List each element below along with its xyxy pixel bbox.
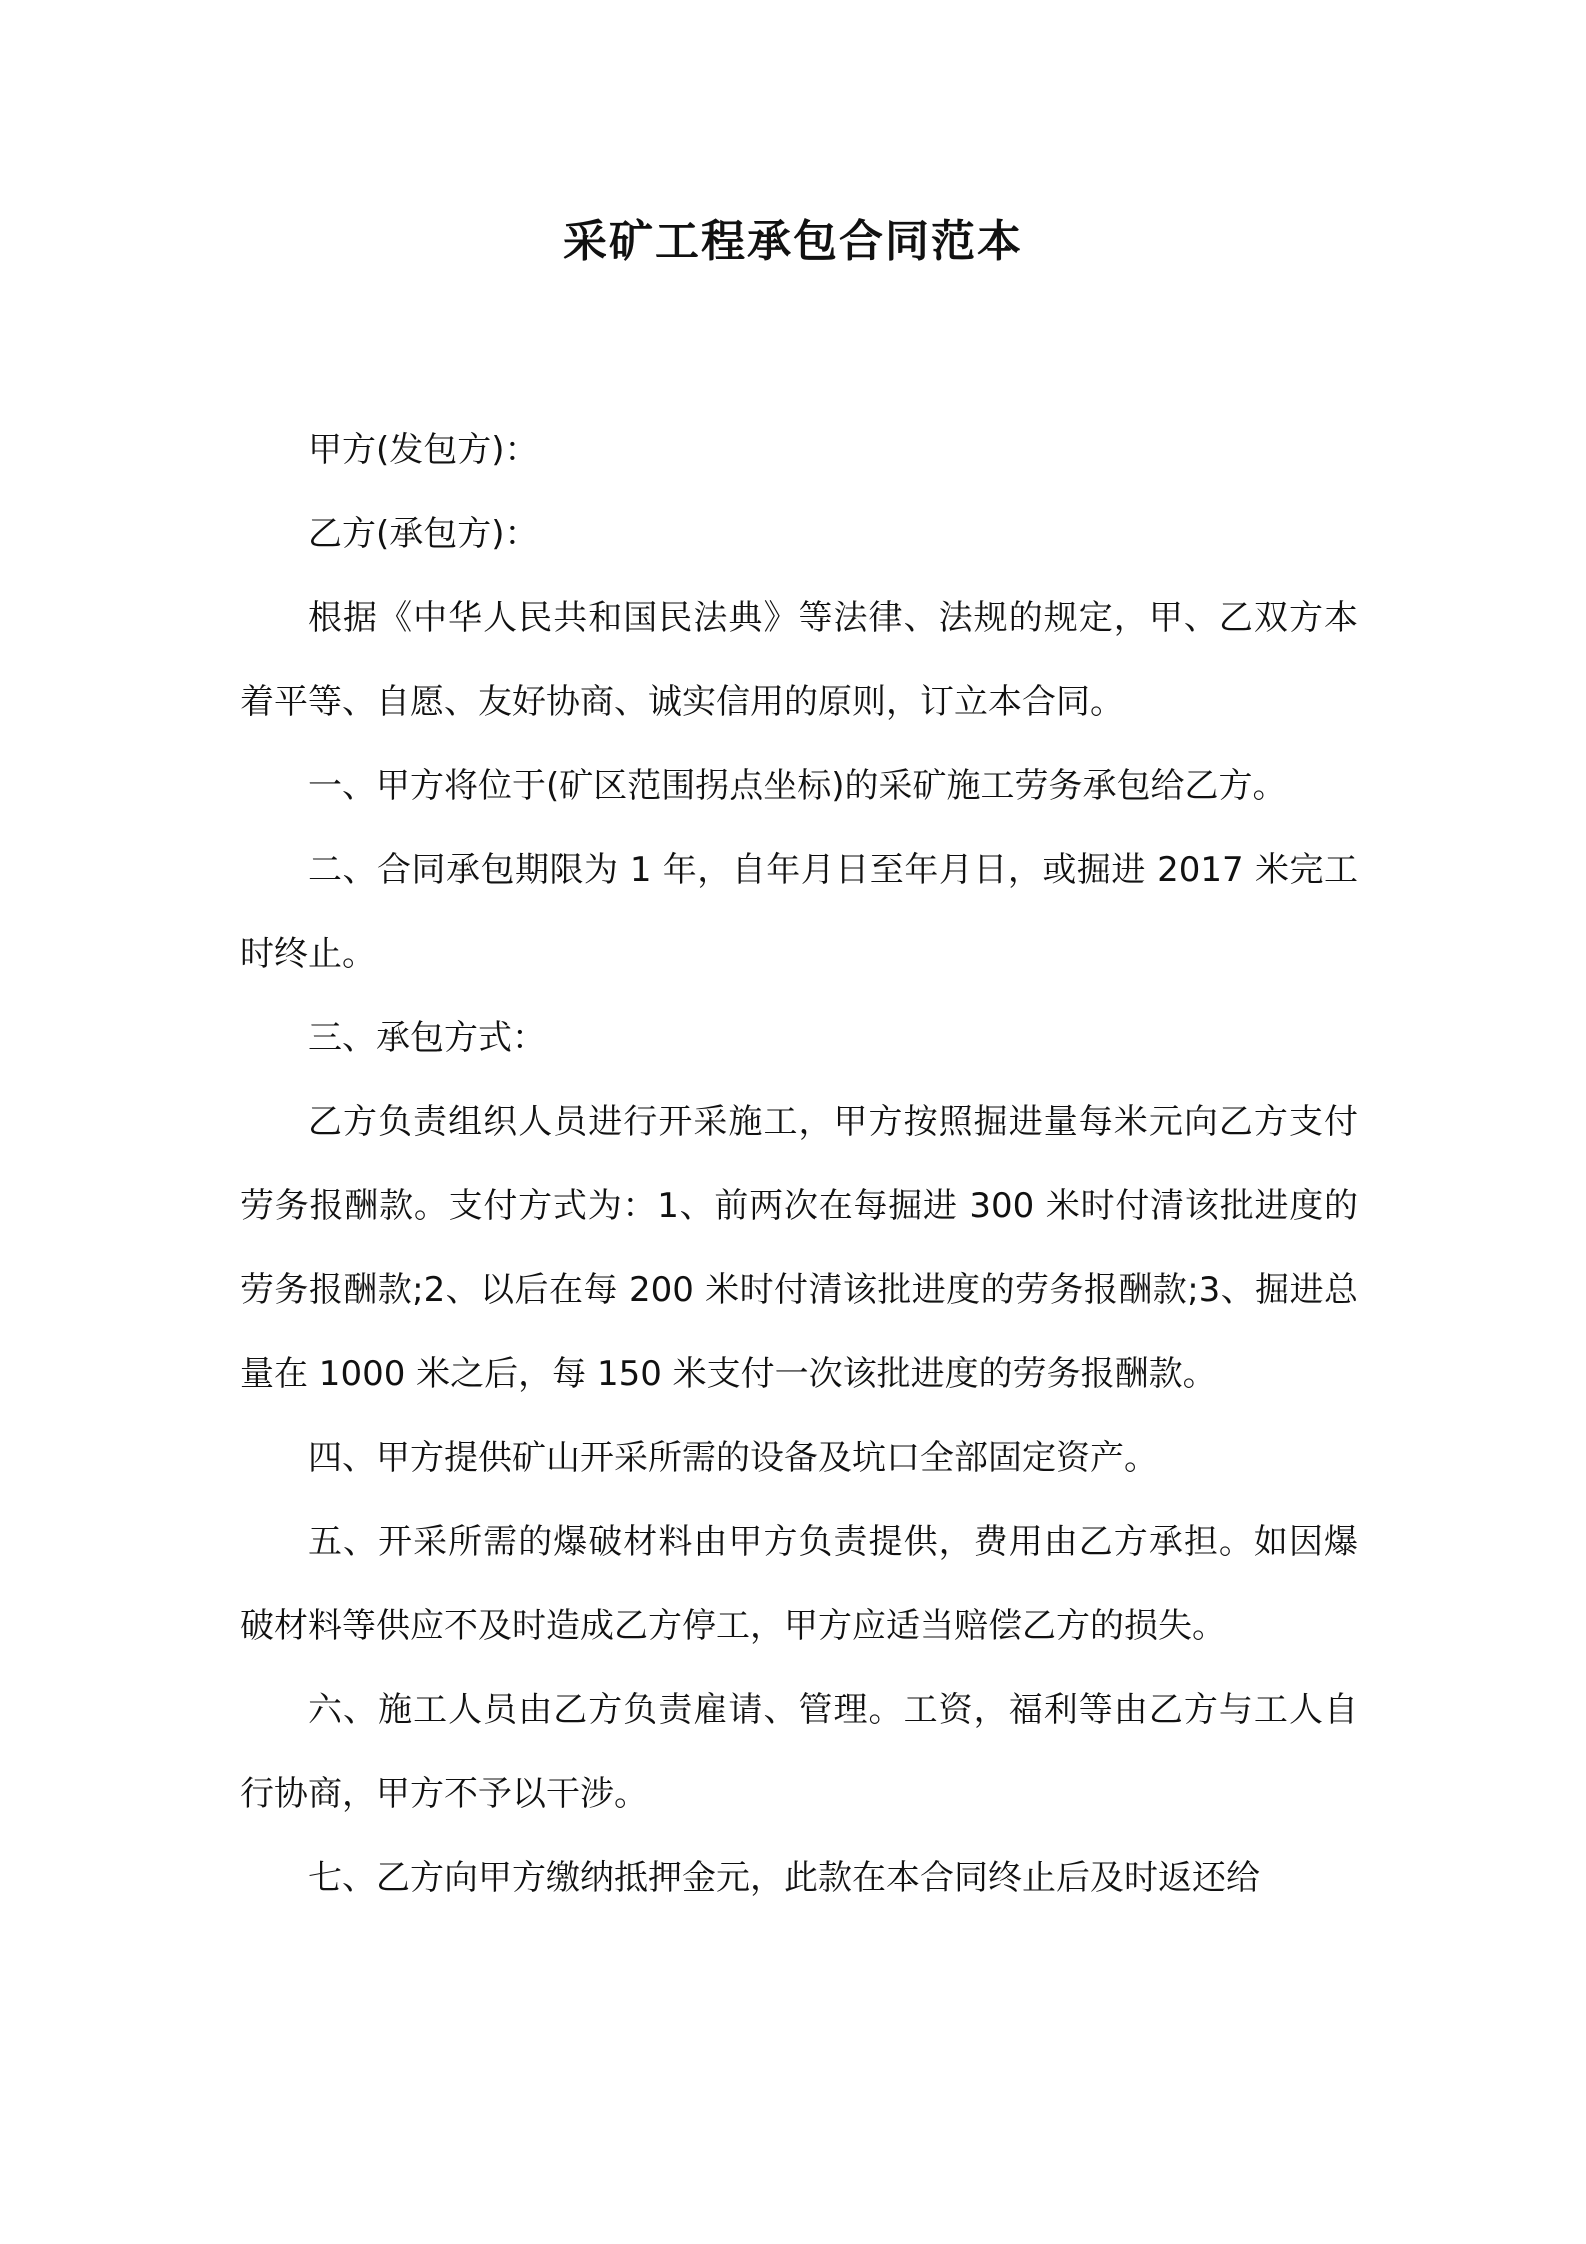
clause-6: 六、施工人员由乙方负责雇请、管理。工资，福利等由乙方与工人自行协商，甲方不予以干涉。 [240,1690,1358,1814]
party-b-line: 乙方(承包方)： [308,514,539,554]
preamble-paragraph: 根据《中华人民共和国民法典》等法律、法规的规定，甲、乙双方本着平等、自愿、友好协商、诚实信用的原则，订立本合同。 [240,598,1358,722]
clause-4: 四、甲方提供矿山开采所需的设备及坑口全部固定资产。 [308,1438,1158,1478]
clause-2: 二、合同承包期限为 1 年，自年月日至年月日，或掘进 2017 米完工时终止。 [240,850,1358,974]
clause-5: 五、开采所需的爆破材料由甲方负责提供，费用由乙方承担。如因爆破材料等供应不及时造成乙方停工，甲方应适当赔偿乙方的损失。 [240,1522,1358,1646]
clause-3-body: 乙方负责组织人员进行开采施工，甲方按照掘进量每米元向乙方支付劳务报酬款。支付方式为：1、前两次在每掘进 300 米时付清该批进度的劳务报酬款;2、以后在每 200 米时付清该批进度的劳务报酬款;3、掘进总量在 1000 米之后，每 150 米支付一次该批进度的劳务报酬款。 [240,1102,1358,1394]
party-a-line: 甲方(发包方)： [308,430,539,470]
document-body [240,408,1358,1920]
document-title: 采矿工程承包合同范本 [563,216,1023,267]
clause-7: 七、乙方向甲方缴纳抵押金元，此款在本合同终止后及时返还给 [308,1858,1260,1898]
clause-3-heading: 三、承包方式： [308,1018,546,1058]
clause-1: 一、甲方将位于(矿区范围拐点坐标)的采矿施工劳务承包给乙方。 [308,766,1287,806]
